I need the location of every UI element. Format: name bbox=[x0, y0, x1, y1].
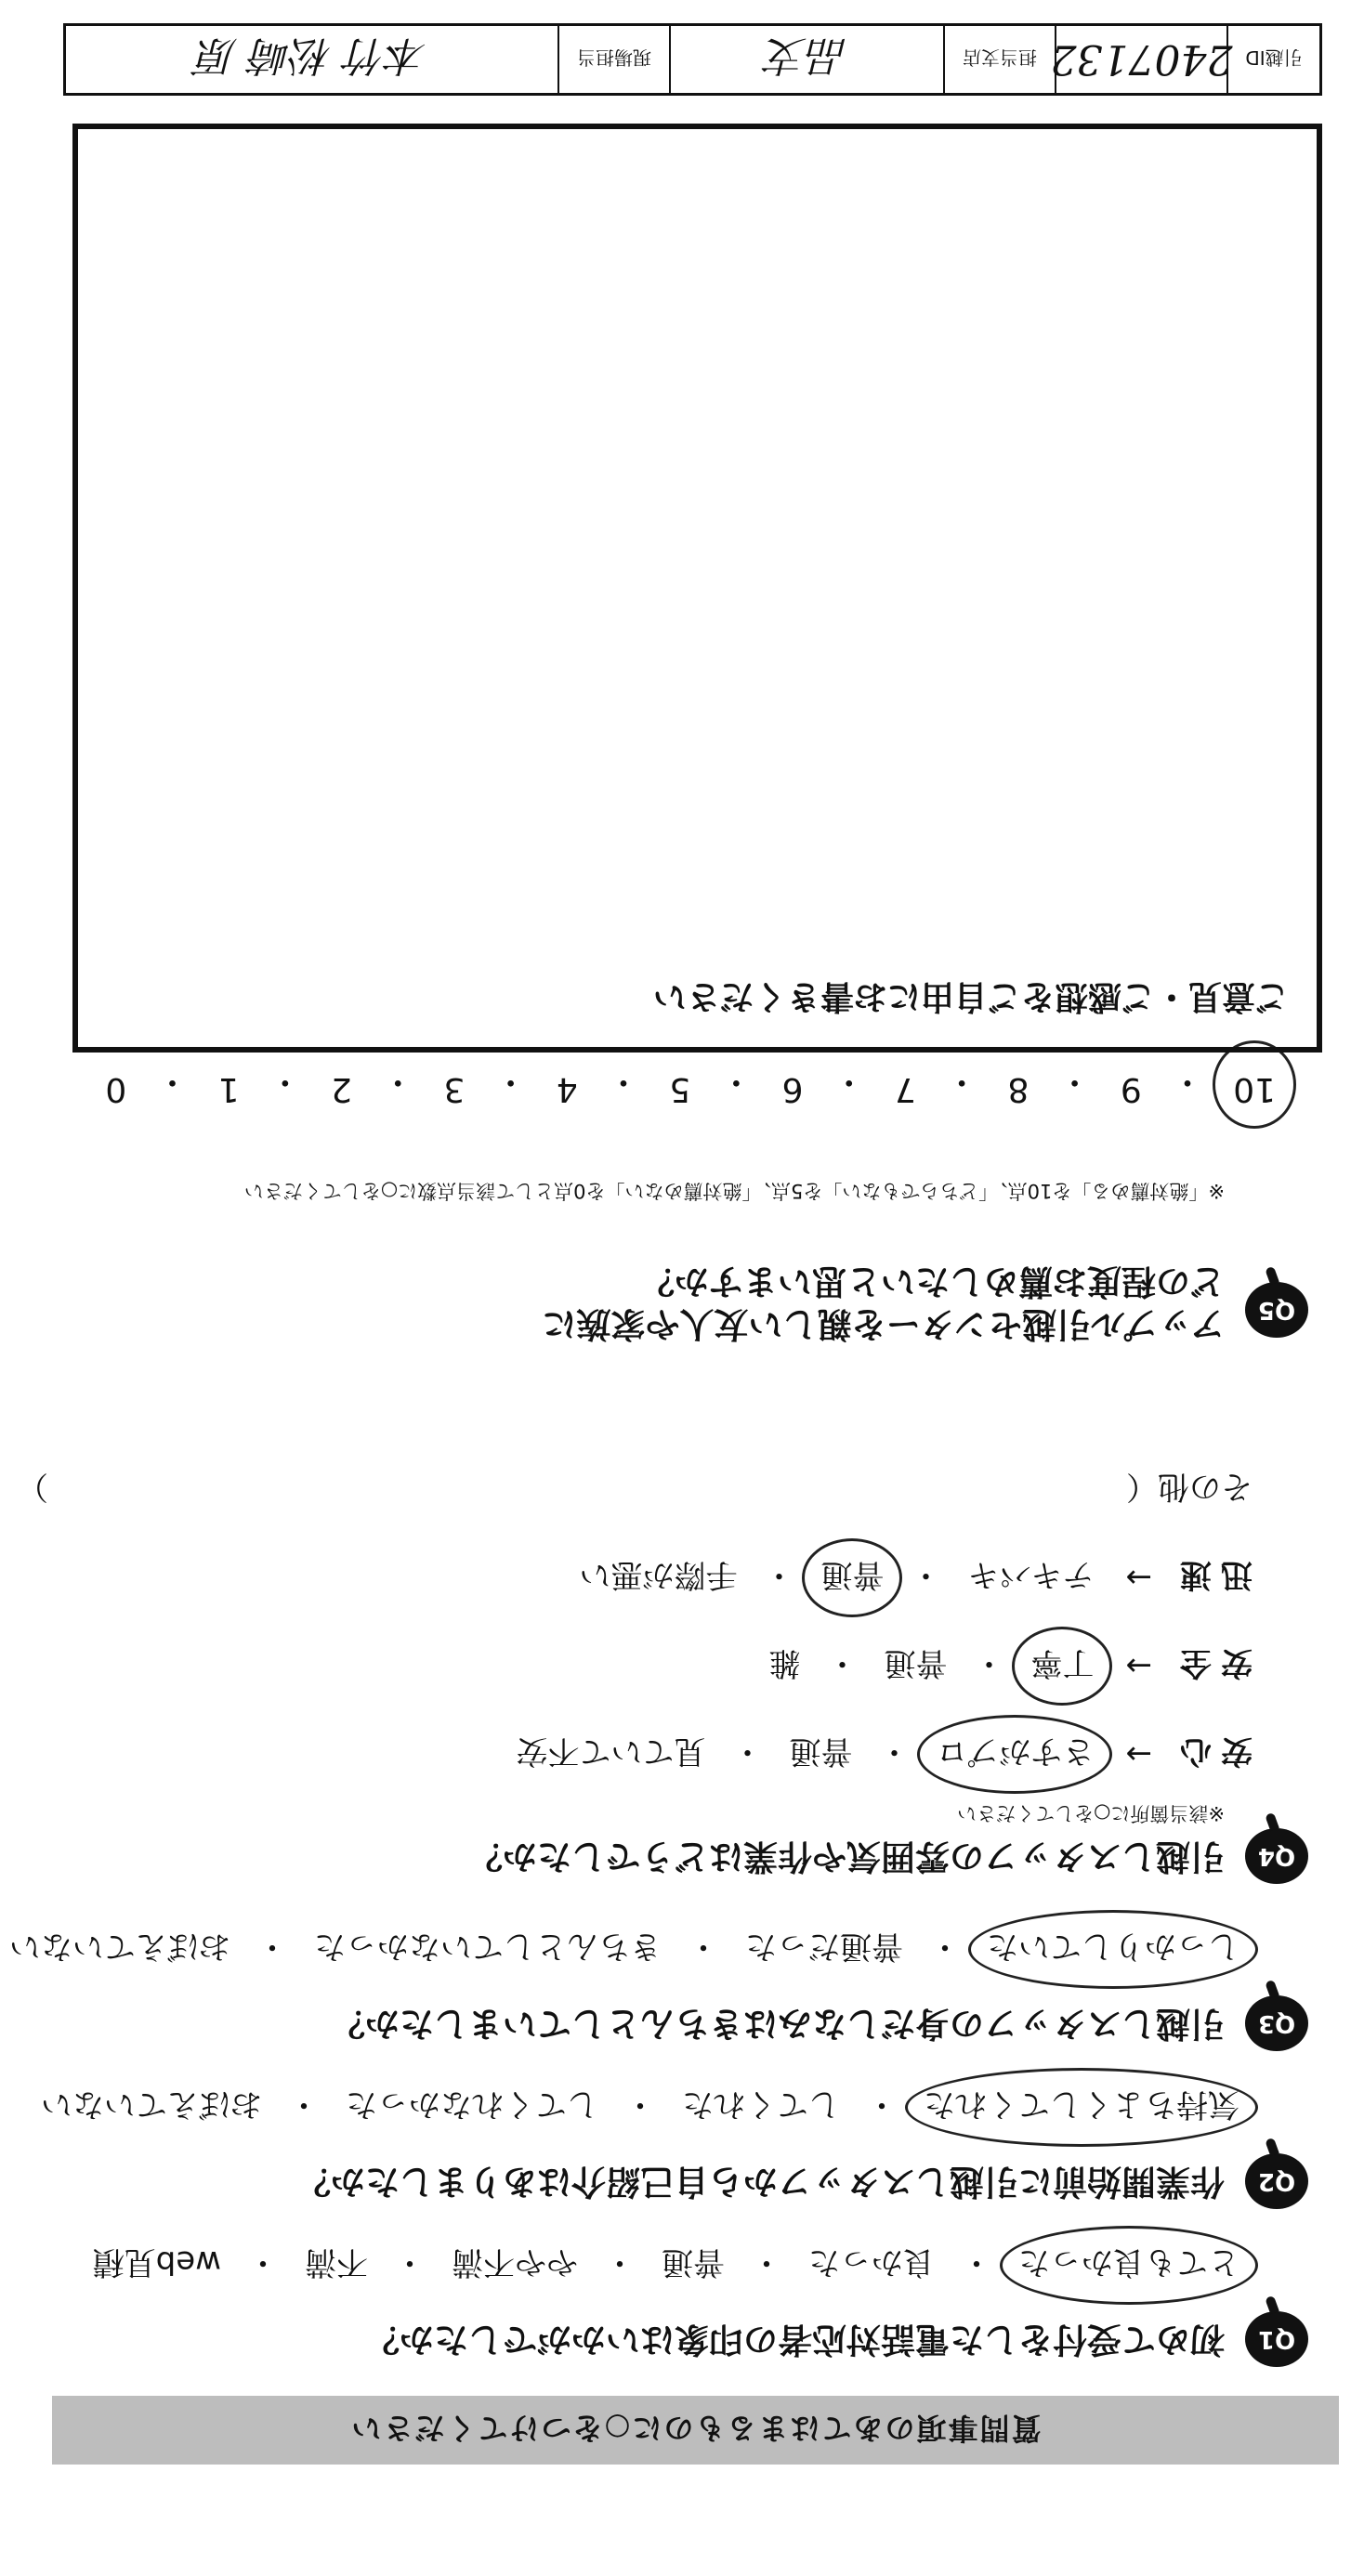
q1-option-web-estimate[interactable]: web見積 bbox=[92, 2243, 221, 2281]
branch-value: 品支 bbox=[766, 32, 848, 79]
score-option[interactable]: 4 bbox=[556, 1070, 578, 1108]
q1-option-slightly-dissatisfied[interactable]: やや不満 bbox=[452, 2243, 578, 2281]
leader-label: 現場担当 bbox=[577, 46, 651, 70]
q2-question: 作業開始前に引越しスタッフから自己紹介はありましたか？ bbox=[296, 2162, 1225, 2203]
score-option[interactable]: 0 bbox=[105, 1070, 127, 1108]
q4-other-label[interactable]: その他（ bbox=[1126, 1468, 1253, 1505]
q3-option-not-neat[interactable]: きちんとしていなかった bbox=[314, 1928, 662, 1965]
separator: ・ bbox=[929, 1928, 961, 1965]
id-table bbox=[63, 23, 1322, 96]
separator: ・ bbox=[751, 2243, 782, 2281]
q4-option-careful[interactable]: 丁寧 bbox=[1018, 1643, 1108, 1689]
separator: ・ bbox=[1057, 1063, 1092, 1101]
separator: ・ bbox=[394, 2243, 426, 2281]
q4-option-rough[interactable]: 雑 bbox=[768, 1644, 801, 1681]
score-option[interactable]: 10 bbox=[1233, 1061, 1276, 1108]
q2-option-dont-remember[interactable]: おぼえていない bbox=[41, 2086, 262, 2123]
separator: ・ bbox=[155, 1063, 190, 1101]
q3-header bbox=[63, 1995, 1308, 2051]
q2-option-pleasant[interactable]: 気持ちよくしてくれた bbox=[911, 2085, 1253, 2130]
q3-question: 引越しスタッフの身だしなみはきちんとしていましたか？ bbox=[331, 2004, 1225, 2045]
q4-note: ※該当箇所に○をしてください bbox=[957, 1802, 1225, 1824]
id-value: 2407132 bbox=[1050, 35, 1233, 84]
q4-option-anxious[interactable]: 見ていて不安 bbox=[516, 1733, 706, 1770]
score-option[interactable]: 6 bbox=[781, 1070, 804, 1108]
q4-option-normal[interactable]: 普通 bbox=[884, 1644, 948, 1681]
q2-header bbox=[63, 2153, 1308, 2209]
q4-option-pro[interactable]: さすがプロ bbox=[924, 1732, 1108, 1777]
separator: ・ bbox=[604, 2243, 636, 2281]
separator: ・ bbox=[945, 1063, 979, 1101]
separator: ・ bbox=[866, 2086, 898, 2123]
q5-note: ※「絶対薦める」を10点、「どちらでもない」を5点、「絶対薦めない」を0点として該当点数に○をしてください bbox=[243, 1180, 1225, 1202]
separator: ・ bbox=[606, 1063, 640, 1101]
separator: ・ bbox=[268, 1063, 302, 1101]
branch-label-cell bbox=[943, 26, 1055, 93]
q4-row-label: 安全 bbox=[1171, 1644, 1253, 1681]
separator: ・ bbox=[878, 1733, 911, 1770]
separator: ・ bbox=[719, 1063, 754, 1101]
q2-badge: Q2 bbox=[1245, 2153, 1308, 2209]
separator: ・ bbox=[288, 2086, 320, 2123]
separator: ・ bbox=[832, 1063, 866, 1101]
score-option[interactable]: 9 bbox=[1120, 1070, 1142, 1108]
q2-options bbox=[41, 2085, 1253, 2130]
separator: ・ bbox=[1170, 1063, 1204, 1101]
separator: ・ bbox=[256, 1928, 288, 1965]
instruction-text: 質問事項のあてはまるものに○をつけてください bbox=[349, 2411, 1042, 2446]
q3-badge: Q3 bbox=[1245, 1995, 1308, 2051]
q4-badge: Q4 bbox=[1245, 1828, 1308, 1884]
separator: ・ bbox=[826, 1644, 859, 1681]
q2-option-did[interactable]: してくれた bbox=[682, 2086, 840, 2123]
score-option[interactable]: 8 bbox=[1007, 1070, 1030, 1108]
score-option[interactable]: 1 bbox=[217, 1070, 240, 1108]
q5-question bbox=[543, 1260, 1225, 1346]
separator: ・ bbox=[624, 2086, 656, 2123]
leader-value-cell bbox=[66, 26, 557, 93]
branch-label: 担当支店 bbox=[963, 46, 1037, 70]
id-label: 引越ID bbox=[1245, 46, 1303, 70]
branch-value-cell bbox=[669, 26, 943, 93]
score-option[interactable]: 5 bbox=[669, 1070, 691, 1108]
id-label-cell bbox=[1226, 26, 1319, 93]
q4-header bbox=[63, 1828, 1308, 1884]
separator: ・ bbox=[381, 1063, 415, 1101]
q1-option-dissatisfied[interactable]: 不満 bbox=[305, 2243, 368, 2281]
q5-question-line1: アップル引越センターを親しい友人や家族に bbox=[542, 1304, 1225, 1344]
q4-option-normal[interactable]: 普通 bbox=[789, 1733, 853, 1770]
separator: ・ bbox=[763, 1556, 795, 1593]
score-option[interactable]: 7 bbox=[895, 1070, 916, 1108]
q4-other-row bbox=[17, 1467, 1253, 1512]
q4-row-safety bbox=[45, 1643, 1253, 1689]
q5-score-row bbox=[105, 1061, 1276, 1108]
q4-other-close: ） bbox=[17, 1468, 48, 1505]
q4-option-quick[interactable]: テキパキ bbox=[967, 1556, 1095, 1593]
score-option[interactable]: 2 bbox=[331, 1070, 352, 1108]
q5-question-line2: どの程度お薦めしたいと思いますか？ bbox=[640, 1261, 1225, 1301]
separator: ・ bbox=[910, 1556, 942, 1593]
q5-badge: Q5 bbox=[1245, 1282, 1308, 1338]
arrow-right-icon: → bbox=[1125, 1647, 1152, 1685]
separator: ・ bbox=[493, 1063, 528, 1101]
comment-label: ご意見・ご感想をご自由にお書きください bbox=[652, 977, 1289, 1015]
arrow-right-icon: → bbox=[1125, 1559, 1152, 1597]
q3-options bbox=[9, 1927, 1253, 1972]
q1-option-good[interactable]: 良かった bbox=[808, 2243, 935, 2281]
q4-row-label: 安心 bbox=[1171, 1733, 1253, 1770]
q5-header bbox=[63, 1260, 1308, 1346]
q4-row-label: 迅速 bbox=[1171, 1556, 1253, 1593]
q3-option-dont-remember[interactable]: おぼえていない bbox=[9, 1928, 230, 1965]
comment-box[interactable] bbox=[72, 124, 1322, 1053]
q1-header bbox=[63, 2311, 1308, 2367]
q4-option-slow[interactable]: 手際が悪い bbox=[579, 1556, 738, 1593]
arrow-right-icon: → bbox=[1125, 1735, 1152, 1773]
q4-option-normal[interactable]: 普通 bbox=[808, 1555, 898, 1601]
score-option[interactable]: 3 bbox=[443, 1070, 466, 1108]
q3-option-normal[interactable]: 普通だった bbox=[745, 1928, 903, 1965]
q1-option-normal[interactable]: 普通 bbox=[662, 2243, 725, 2281]
q1-options bbox=[45, 2243, 1253, 2288]
q2-option-did-not[interactable]: してくれなかった bbox=[346, 2086, 598, 2123]
separator: ・ bbox=[961, 2243, 992, 2281]
instruction-banner bbox=[52, 2396, 1339, 2465]
q1-badge: Q1 bbox=[1245, 2311, 1308, 2367]
leader-label-cell bbox=[557, 26, 669, 93]
q4-row-safety-feel bbox=[45, 1732, 1253, 1777]
q1-option-very-good[interactable]: とても良かった bbox=[1005, 2243, 1253, 2288]
q3-option-neat[interactable]: しっかりしていた bbox=[974, 1927, 1253, 1972]
q4-row-speed bbox=[45, 1555, 1253, 1601]
q1-question: 初めて受付をした電話対応者の印象はいかがでしたか？ bbox=[365, 2320, 1225, 2360]
separator: ・ bbox=[973, 1644, 1005, 1681]
separator: ・ bbox=[731, 1733, 764, 1770]
separator: ・ bbox=[688, 1928, 719, 1965]
leader-value: 本竹 松崎 原 bbox=[196, 32, 427, 79]
id-value-cell bbox=[1050, 26, 1233, 93]
separator: ・ bbox=[247, 2243, 279, 2281]
q4-question: 引越しスタッフの雰囲気や作業はどうでしたか？ bbox=[468, 1837, 1225, 1877]
